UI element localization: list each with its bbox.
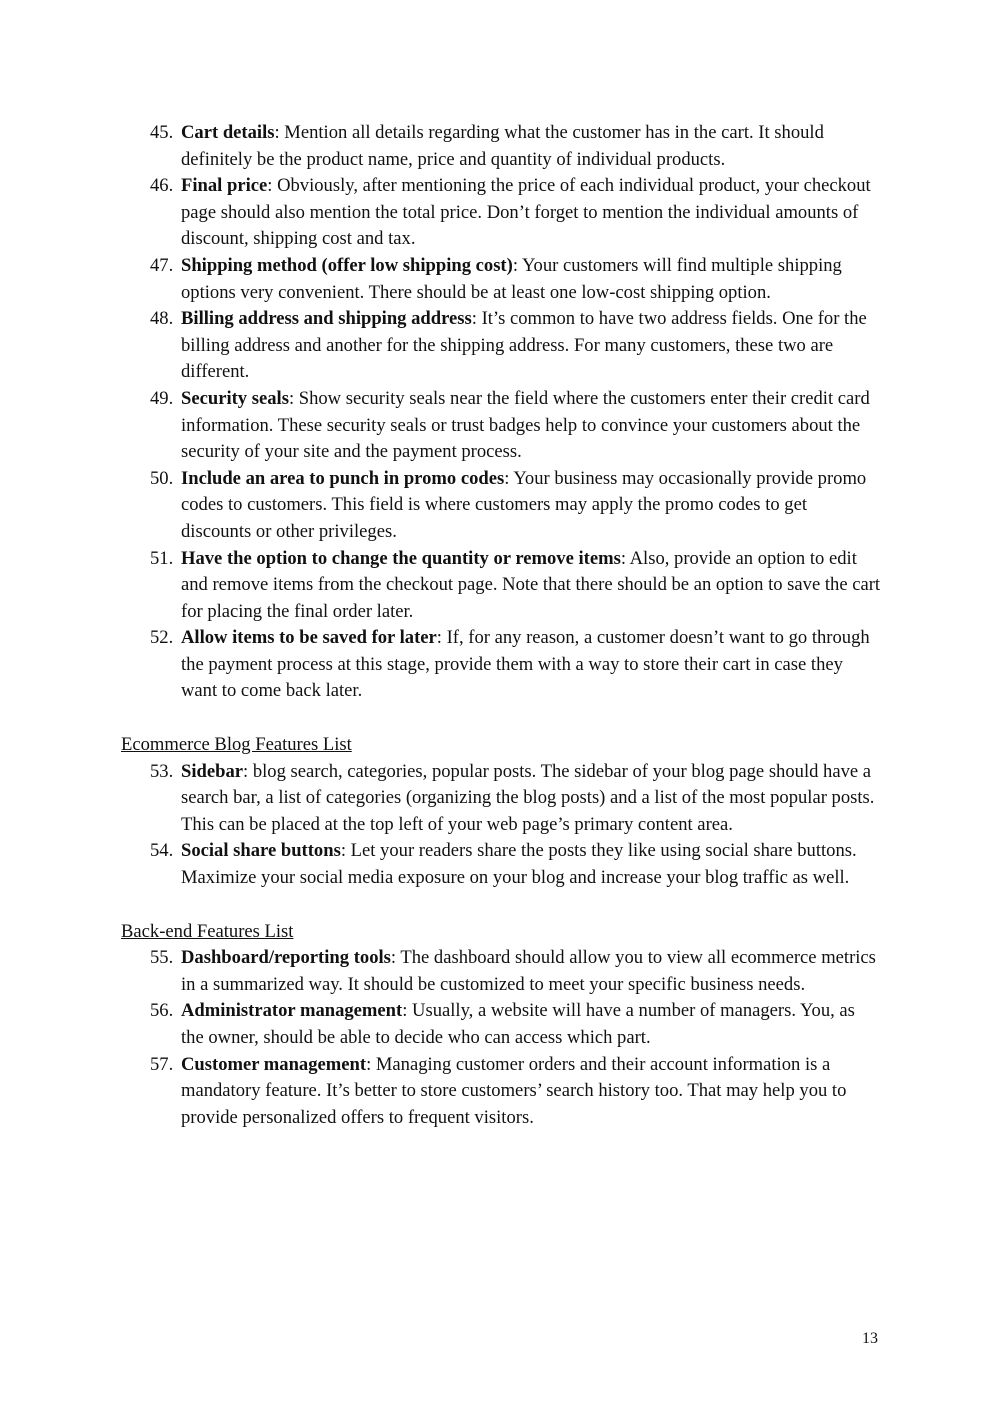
item-text: : It’s common to have two address fields. One for the billing address and another for the shipping address. For many customers, these two are different. — [181, 308, 867, 383]
item-number: 48. — [150, 308, 174, 330]
item-number: 55. — [150, 947, 174, 969]
item-text: : Mention all details regarding what the customer has in the cart. It should definitely be the product name, price and quantity of individual products. — [181, 122, 824, 170]
item-term: Customer management — [181, 1053, 367, 1075]
page-number: 13 — [862, 1330, 878, 1347]
list-item — [121, 838, 881, 891]
item-number: 57. — [150, 1053, 174, 1075]
section-heading-blog: Ecommerce Blog Features List — [121, 734, 352, 756]
item-text: : Usually, a website will have a number of managers. You, as the owner, should be able to decide who can access which part. — [181, 1000, 855, 1048]
item-term: Security seals — [181, 387, 289, 409]
section-heading-backend: Back-end Features List — [121, 920, 294, 942]
item-text: : Show security seals near the field where the customers enter their credit card information. These security seals or trust badges help to convince your customers about the security of your site and the payment process. — [181, 387, 870, 463]
list-item — [121, 998, 881, 1051]
item-term: Shipping method (offer low shipping cost) — [181, 254, 513, 276]
item-number: 54. — [150, 840, 174, 862]
item-term: Cart details — [181, 122, 275, 143]
list-item — [121, 386, 881, 466]
item-text: : The dashboard should allow you to view all ecommerce metrics in a summarized way. It should be customized to meet your specific business needs. — [181, 947, 876, 995]
list-item — [121, 253, 881, 306]
item-term: Social share buttons — [181, 840, 341, 862]
item-number: 47. — [150, 254, 174, 276]
list-item — [121, 120, 881, 173]
item-term: Have the option to change the quantity or remove items — [181, 547, 621, 569]
item-term: Sidebar — [181, 760, 243, 782]
item-term: Include an area to punch in promo codes — [181, 467, 505, 489]
item-number: 53. — [150, 760, 174, 782]
item-number: 50. — [150, 467, 174, 489]
item-term: Final price — [181, 175, 268, 197]
item-text: : Also, provide an option to edit and remove items from the checkout page. Note that there should be an option to save the cart for placing the final order later. — [181, 547, 881, 622]
backend-features-list — [121, 945, 881, 1131]
list-item — [121, 945, 881, 998]
item-text: : blog search, categories, popular posts. The sidebar of your blog page should have a search bar, a list of categories (organizing the blog posts) and a list of the most popular posts. This can be placed at the top left of your web page’s primary content area. — [181, 760, 875, 835]
list-item — [121, 173, 881, 253]
item-text: : Managing customer orders and their account information is a mandatory feature. It’s better to store customers’ search history too. That may help you to provide personalized offers to frequent visitors. — [181, 1053, 847, 1128]
item-number: 52. — [150, 627, 174, 649]
item-number: 56. — [150, 1000, 174, 1022]
item-number: 45. — [150, 122, 174, 143]
list-item — [121, 466, 881, 546]
item-number: 49. — [150, 387, 174, 409]
item-number: 51. — [150, 547, 174, 569]
list-item — [121, 546, 881, 626]
list-item — [121, 1052, 881, 1132]
item-term: Dashboard/reporting tools — [181, 947, 391, 969]
item-number: 46. — [150, 175, 174, 197]
list-item — [121, 625, 881, 705]
item-text: : Your customers will find multiple shipping options very convenient. There should be at least one low-cost shipping option. — [181, 254, 842, 303]
page-content — [121, 120, 881, 1131]
blog-features-list — [121, 759, 881, 892]
list-item — [121, 759, 881, 839]
checkout-features-list — [121, 120, 881, 705]
item-term: Administrator management — [181, 1000, 403, 1022]
item-term: Billing address and shipping address — [181, 308, 472, 330]
item-text: : Your business may occasionally provide promo codes to customers. This field is where customers may apply the promo codes to get discounts or other privileges. — [181, 467, 867, 542]
item-term: Allow items to be saved for later — [181, 627, 437, 649]
item-text: : Let your readers share the posts they like using social share buttons. Maximize your social media exposure on your blog and increase your blog traffic as well. — [181, 840, 857, 889]
item-text: : If, for any reason, a customer doesn’t want to go through the payment process at this stage, provide them with a way to store their cart in case they want to come back later. — [181, 627, 870, 702]
list-item — [121, 306, 881, 386]
item-text: : Obviously, after mentioning the price of each individual product, your checkout page should also mention the total price. Don’t forget to mention the individual amounts of discount, shipping cost and tax. — [181, 175, 871, 250]
